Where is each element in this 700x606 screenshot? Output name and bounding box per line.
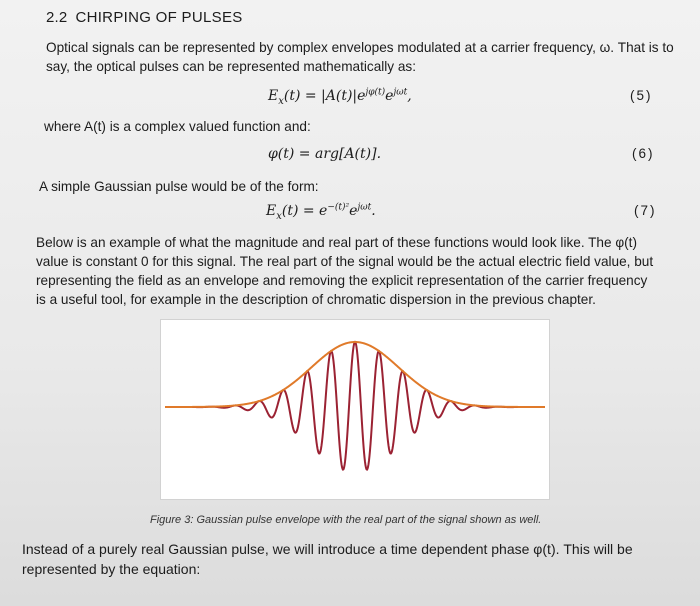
envelope-curve [165, 342, 545, 407]
equation-5-number: (5) [630, 88, 653, 103]
equation-5 [268, 87, 412, 106]
below-line-2: value is constant 0 for this signal. The real part of the signal would be the actual electric field value, but [36, 254, 654, 269]
section-number: 2.2 [46, 9, 68, 26]
equation-7-number: (7) [634, 203, 657, 218]
intro-line-1: Optical signals can be represented by complex envelopes modulated at a carrier frequency, ω. That is to [46, 40, 674, 55]
section-heading [46, 9, 243, 26]
gaussian-intro: A simple Gaussian pulse would be of the form: [39, 179, 319, 194]
below-line-1: Below is an example of what the magnitude and real part of these functions would look like. The φ(t) [36, 235, 637, 250]
section-title: CHIRPING OF PULSES [75, 9, 243, 26]
pulse-plot [161, 320, 549, 499]
below-line-4: is a useful tool, for example in the description of chromatic dispersion in the previous chapter. [36, 292, 596, 307]
figure-3 [160, 319, 550, 500]
below-line-3: representing the field as an envelope and removing the explicit representation of the carrier frequency [36, 273, 648, 288]
figure-caption: Figure 3: Gaussian pulse envelope with the real part of the signal shown as well. [150, 514, 542, 526]
equation-6-number: (6) [632, 146, 655, 161]
equation-6-text: φ(t) = arg[A(t)]. [268, 146, 382, 162]
equation-7-text: $E_x(t) = e^{-(t)^2}e^{j\omega t}$. [266, 202, 376, 222]
equation-5-text: $E_x(t) = |A(t)|e^{j\varphi(t)}e^{j\omega t}$, [268, 87, 412, 107]
instead-line-1: Instead of a purely real Gaussian pulse, we will introduce a time dependent phase φ(t). This will be [22, 541, 633, 557]
equation-7 [266, 202, 376, 221]
intro-line-2: say, the optical pulses can be represented mathematically as: [46, 59, 416, 74]
equation-6 [268, 146, 381, 162]
where-text: where A(t) is a complex valued function and: [44, 119, 311, 134]
instead-line-2: represented by the equation: [22, 561, 201, 577]
